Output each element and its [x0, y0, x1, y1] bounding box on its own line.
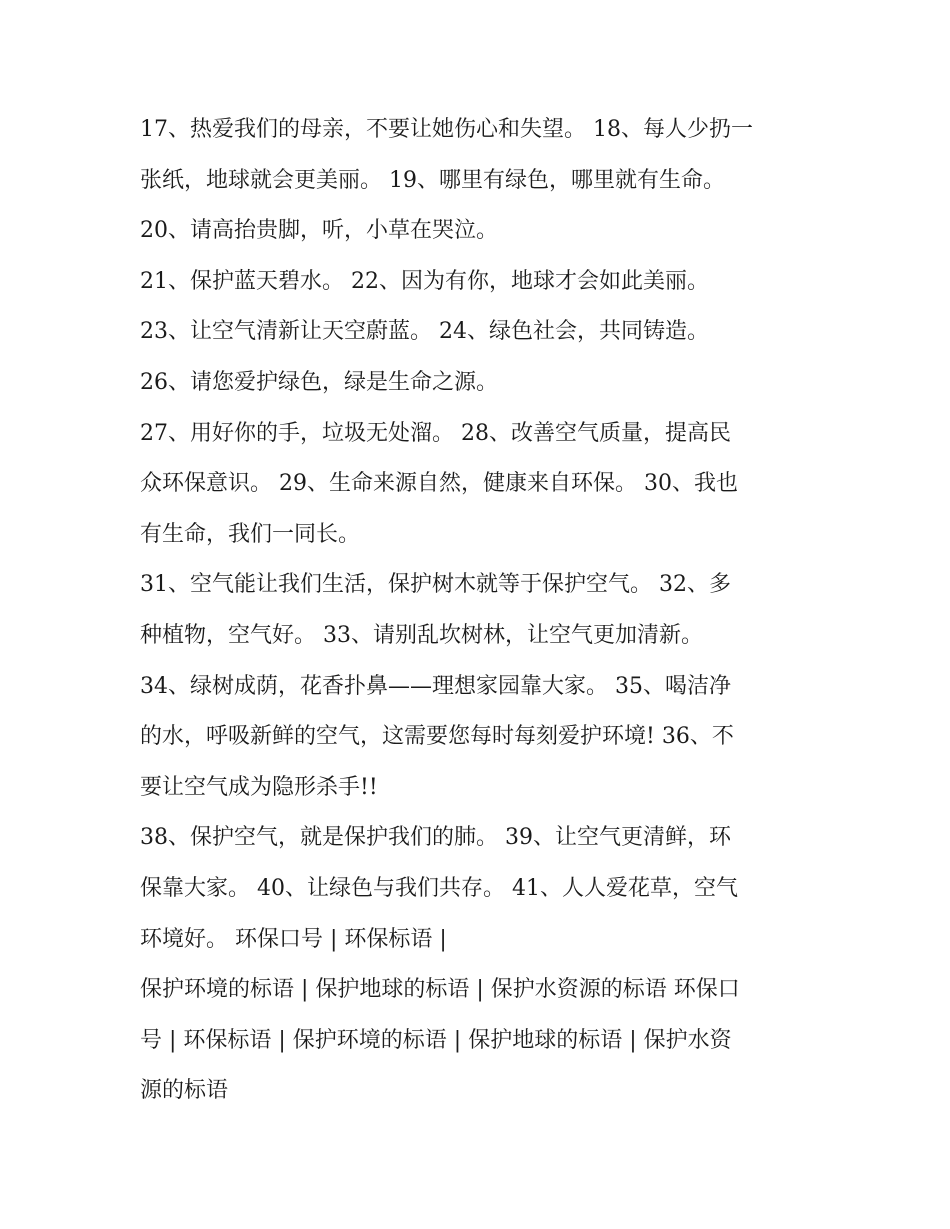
- text-line: 保靠大家。 40、让绿色与我们共存。 41、人人爱花草，空气: [140, 876, 738, 901]
- text-line: 26、请您爱护绿色，绿是生命之源。: [140, 370, 498, 395]
- text-line: 27、用好你的手，垃圾无处溜。 28、改善空气质量，提高民: [140, 421, 731, 446]
- text-line: 有生命，我们一同长。: [140, 522, 361, 547]
- text-line: 环境好。 环保口号 | 环保标语 |: [140, 927, 447, 952]
- text-line: 的水，呼吸新鲜的空气，这需要您每时每刻爱护环境! 36、不: [140, 724, 734, 749]
- text-line: 保护环境的标语 | 保护地球的标语 | 保护水资源的标语 环保口: [140, 977, 740, 1002]
- text-line: 号 | 环保标语 | 保护环境的标语 | 保护地球的标语 | 保护水资: [140, 1028, 732, 1053]
- text-line: 源的标语: [140, 1078, 229, 1103]
- text-line: 38、保护空气，就是保护我们的肺。 39、让空气更清鲜，环: [140, 825, 731, 850]
- text-line: 张纸，地球就会更美丽。 19、哪里有绿色，哪里就有生命。: [140, 168, 725, 193]
- text-line: 34、绿树成荫，花香扑鼻——理想家园靠大家。 35、喝洁净: [140, 674, 731, 699]
- text-line: 众环保意识。 29、生命来源自然，健康来自环保。 30、我也: [140, 471, 738, 496]
- text-line: 23、让空气清新让天空蔚蓝。 24、绿色社会，共同铸造。: [140, 319, 709, 344]
- text-line: 17、热爱我们的母亲，不要让她伤心和失望。 18、每人少扔一: [140, 117, 753, 142]
- text-line: 要让空气成为隐形杀手!!: [140, 775, 378, 800]
- text-line: 20、请高抬贵脚，听，小草在哭泣。: [140, 218, 498, 243]
- text-line: 31、空气能让我们生活，保护树木就等于保护空气。 32、多: [140, 572, 731, 597]
- text-line: 21、保护蓝天碧水。 22、因为有你，地球才会如此美丽。: [140, 269, 709, 294]
- text-line: 种植物，空气好。 33、请别乱坎树林，让空气更加清新。: [140, 623, 703, 648]
